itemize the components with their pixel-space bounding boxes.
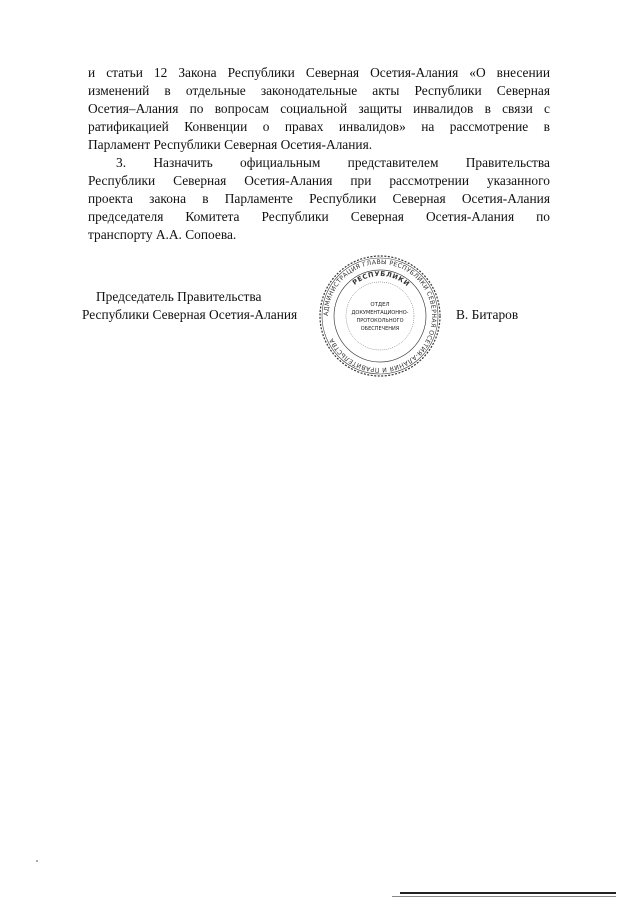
- item-3-line-4: председателя Комитета Республики Северная Осетия-Алания по: [88, 209, 550, 224]
- item-3-line-1: 3. Назначить официальным представителем Правительства: [116, 155, 550, 170]
- footer-rule-thin: [392, 896, 616, 897]
- stamp-center-line-4: ОБЕСПЕЧЕНИЯ: [360, 326, 400, 332]
- signatory-title-line-2: Республики Северная Осетия-Алания: [82, 307, 298, 322]
- body-line-2: изменений в отдельные законодательные акты Республики Северная: [88, 83, 550, 98]
- official-seal-stamp: [318, 254, 442, 378]
- stamp-center-line-3: ПРОТОКОЛЬНОГО: [356, 318, 404, 324]
- body-line-3: Осетия–Алания по вопросам социальной защиты инвалидов в связи с: [88, 101, 550, 116]
- stamp-center-line-1: ОТДЕЛ: [370, 302, 390, 308]
- body-line-4: ратификацией Конвенции о правах инвалидов» на рассмотрение в: [88, 119, 550, 134]
- body-line-1: и статьи 12 Закона Республики Северная Осетия-Алания «О внесении: [88, 65, 550, 80]
- item-3-line-2: Республики Северная Осетия-Алания при рассмотрении указанного: [88, 173, 550, 188]
- footer-rule: [400, 892, 616, 894]
- signatory-name: В. Битаров: [456, 307, 519, 322]
- item-3-line-5: транспорту А.А. Сопоева.: [88, 227, 237, 242]
- stamp-top-text: РЕСПУБЛИКИ: [350, 269, 412, 289]
- scan-artifact-dot: [36, 860, 38, 862]
- stamp-outer-text: АДМИНИСТРАЦИЯ ГЛАВЫ РЕСПУБЛИКИ СЕВЕРНАЯ ОСЕТИЯ-АЛАНИЯ И ПРАВИТЕЛЬСТВА: [322, 258, 438, 374]
- item-3-line-3: проекта закона в Парламенте Республики Северная Осетия-Алания: [88, 191, 550, 206]
- signatory-title-line-1: Председатель Правительства: [96, 289, 262, 304]
- stamp-center-line-2: ДОКУМЕНТАЦИОННО-: [351, 310, 409, 316]
- body-line-5: Парламент Республики Северная Осетия-Алания.: [88, 137, 373, 152]
